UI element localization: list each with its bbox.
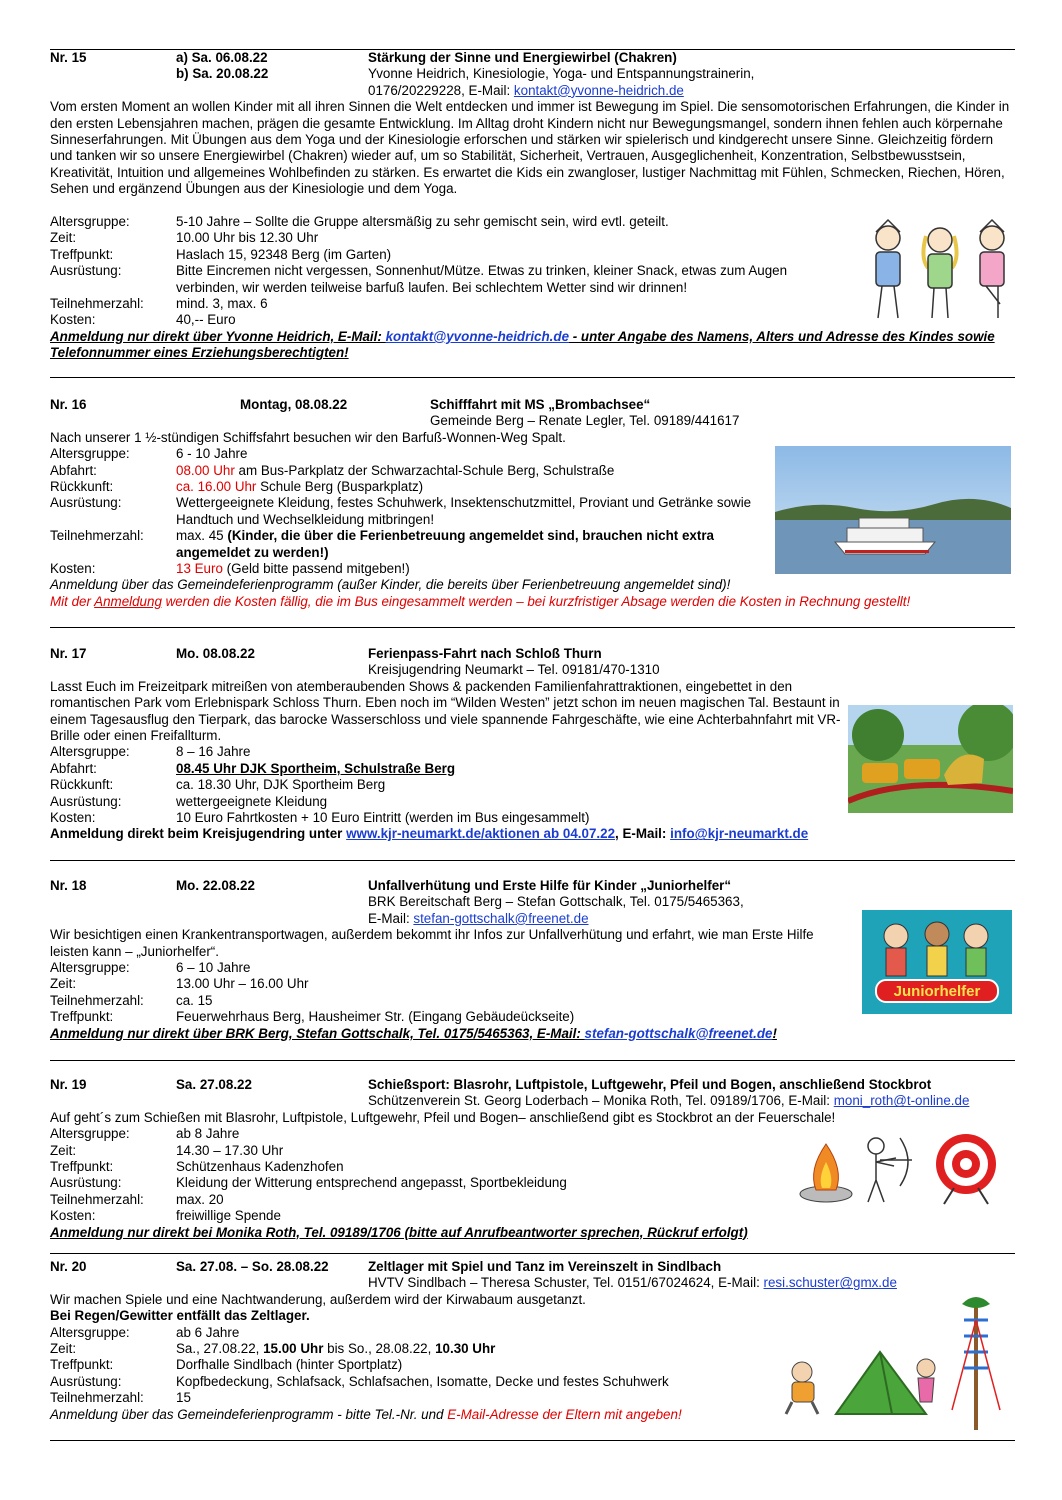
details-table bbox=[50, 744, 850, 826]
label-cost: Kosten: bbox=[50, 810, 96, 826]
entry-title: Schießsport: Blasrohr, Luftpistole, Luftgewehr, Pfeil und Bogen, anschließend Stockbrot bbox=[368, 1077, 932, 1092]
registration-note: Anmeldung nur direkt über BRK Berg, Stefan Gottschalk, Tel. 0175/5465363, E-Mail: stefan-gottschalk@freenet.de! bbox=[50, 1025, 777, 1041]
value-equipment: Wettergeeignete Kleidung, festes Schuhwerk, Insektenschutzmittel, Proviant und Getränke sowie Handtuch und Wechselkleidung mitbringen! bbox=[176, 495, 752, 527]
entry-date: Mo. 22.08.22 bbox=[176, 878, 255, 893]
value-time: 14.30 – 17.30 Uhr bbox=[176, 1142, 284, 1158]
registration-note: Anmeldung direkt beim Kreisjugendring unter www.kjr-neumarkt.de/aktionen ab 04.07.22, E-Mail: info@kjr-neumarkt.de bbox=[50, 826, 809, 842]
entry-description: Nach unserer 1 ½-stündigen Schiffsfahrt besuchen wir den Barfuß-Wonnen-Weg Spalt. bbox=[50, 429, 566, 445]
label-participants: Teilnehmerzahl: bbox=[50, 1191, 144, 1207]
label-cost: Kosten: bbox=[50, 312, 96, 328]
label-participants: Teilnehmerzahl: bbox=[50, 528, 144, 544]
entry-description: Lasst Euch im Freizeitpark mitreißen von atemberaubenden Shows & packenden Familienfahrattraktionen, eingebettet in den romantischen Park vom Erlebnispark Schloss Thurn. Eben noch im “Wilden Westen” jetzt schon im neuen magischen Tal. Bestaunt in einem Tagesausflug den Tierpark, das barocke Wasserschloss und viele spannende Fahrgeschäfte, wie eine Achterbahnfahrt mit VR-Brille oder einen Freifallturm. bbox=[50, 678, 841, 743]
label-equipment: Ausrüstung: bbox=[50, 1373, 122, 1389]
rule-after-16 bbox=[50, 627, 1015, 628]
entry-organizer: HVTV Sindlbach – Theresa Schuster, Tel. 0151/67024624, E-Mail: resi.schuster@gmx.de bbox=[368, 1275, 897, 1291]
registration-note: Anmeldung nur direkt bei Monika Roth, Tel. 09189/1706 (bitte auf Anrufbeantworter sprechen, Rückruf erfolgt) bbox=[50, 1224, 748, 1240]
value-departure: 08.45 Uhr DJK Sportheim, Schulstraße Berg bbox=[176, 760, 456, 776]
entry-contact: E-Mail: stefan-gottschalk@freenet.de bbox=[368, 910, 589, 926]
entry-date: Sa. 27.08. – So. 28.08.22 bbox=[176, 1259, 329, 1274]
boat-photo bbox=[775, 446, 1011, 574]
value-age: ab 8 Jahre bbox=[176, 1126, 240, 1142]
label-meet: Treffpunkt: bbox=[50, 1009, 114, 1025]
label-meet: Treffpunkt: bbox=[50, 1357, 114, 1373]
label-equipment: Ausrüstung: bbox=[50, 1175, 122, 1191]
entry-number: Nr. 20 bbox=[50, 1259, 87, 1274]
entry-description: Wir besichtigen einen Krankentransportwagen, außerdem bekommt ihr Infos zur Unfallverhütung und erfahrt, wie man Erste Hilfe leisten kann – „Juniorhelfer“. bbox=[50, 927, 814, 959]
entry-description: Wir machen Spiele und eine Nachtwanderung, außerdem wird der Kirwabaum ausgetanzt. bbox=[50, 1291, 586, 1307]
rollercoaster-photo bbox=[848, 705, 1013, 813]
value-return: ca. 16.00 Uhr Schule Berg (Busparkplatz) bbox=[176, 479, 424, 494]
value-participants: max. 45 (Kinder, die über die Ferienbetreuung angemeldet sind, brauchen nicht extra angemeldet zu werden!) bbox=[176, 528, 714, 560]
yoga-kids-illustration bbox=[862, 218, 1022, 326]
juniorhelfer-logo bbox=[862, 910, 1012, 1014]
entry-title: Schifffahrt mit MS „Brombachsee“ bbox=[430, 397, 651, 412]
label-departure: Abfahrt: bbox=[50, 760, 97, 776]
label-age: Altersgruppe: bbox=[50, 959, 130, 975]
entry-description: Auf geht´s zum Schießen mit Blasrohr, Luftpistole, Luftgewehr, Pfeil und Bogen– anschließend gibt es Stockbrot an der Feuerschale! bbox=[50, 1109, 836, 1125]
entry-organizer: Yvonne Heidrich, Kinesiologie, Yoga- und Entspannungstrainerin, bbox=[368, 66, 755, 82]
label-equipment: Ausrüstung: bbox=[50, 793, 122, 809]
entry-number: Nr. 16 bbox=[50, 397, 87, 412]
rule-after-15 bbox=[50, 377, 1015, 378]
label-age: Altersgruppe: bbox=[50, 1324, 130, 1340]
maypole-icon bbox=[952, 1297, 1000, 1430]
entry-date-b: b) Sa. 20.08.22 bbox=[176, 66, 269, 82]
entry-date: Montag, 08.08.22 bbox=[240, 397, 348, 412]
registration-email-link[interactable]: kontakt@yvonne-heidrich.de bbox=[385, 328, 570, 344]
registration-note: Anmeldung nur direkt über Yvonne Heidrich, E-Mail: kontakt@yvonne-heidrich.de - unter Angabe des Namens, Alters und Adresse des Kindes sowie Telefonnummer eines Erziehungsberechtigten! bbox=[50, 328, 995, 361]
value-participants: ca. 15 bbox=[176, 992, 213, 1008]
details-table bbox=[50, 1325, 750, 1407]
entry-contact bbox=[368, 83, 684, 99]
label-participants: Teilnehmerzahl: bbox=[50, 992, 144, 1008]
value-meet: Haslach 15, 92348 Berg (im Garten) bbox=[176, 246, 392, 262]
label-cost: Kosten: bbox=[50, 561, 96, 577]
rule-after-18 bbox=[50, 1060, 1015, 1061]
label-departure: Abfahrt: bbox=[50, 462, 97, 478]
value-meet: Schützenhaus Kadenzhofen bbox=[176, 1159, 344, 1174]
entry-organizer: BRK Bereitschaft Berg – Stefan Gottschalk, Tel. 0175/5465363, bbox=[368, 894, 744, 910]
details-table bbox=[50, 1126, 750, 1224]
label-cost: Kosten: bbox=[50, 1208, 96, 1224]
label-meet: Treffpunkt: bbox=[50, 1159, 114, 1174]
logo-text: Juniorhelfer bbox=[893, 983, 981, 1000]
registration-web-link[interactable]: www.kjr-neumarkt.de/aktionen ab 04.07.22 bbox=[346, 826, 616, 842]
entry-number: Nr. 15 bbox=[50, 50, 87, 65]
entry-number: Nr. 17 bbox=[50, 646, 87, 661]
email-link[interactable]: moni_roth@t-online.de bbox=[833, 1093, 970, 1109]
value-equipment: Bitte Eincremen nicht vergessen, Sonnenhut/Mütze. Etwas zu trinken, kleiner Snack, etwas zum Augen verbinden, wir werden teilweise barfuß laufen. Bei schlechtem Wetter sind wir drinnen! bbox=[176, 263, 788, 295]
label-equipment: Ausrüstung: bbox=[50, 495, 122, 511]
details-table bbox=[50, 960, 840, 1026]
rule-after-17 bbox=[50, 860, 1015, 861]
label-age: Altersgruppe: bbox=[50, 446, 130, 462]
contact-text: 0176/20229228, E-Mail: bbox=[368, 82, 514, 98]
label-age: Altersgruppe: bbox=[50, 214, 130, 229]
email-link[interactable]: stefan-gottschalk@freenet.de bbox=[413, 910, 589, 926]
value-equipment: Kopfbedeckung, Schlafsack, Schlafsachen, Isomatte, Decke und festes Schuhwerk bbox=[176, 1373, 669, 1389]
email-link[interactable]: resi.schuster@gmx.de bbox=[763, 1275, 897, 1291]
value-age: ab 6 Jahre bbox=[176, 1324, 240, 1340]
registration-note: Anmeldung über das Gemeindeferienprogramm (außer Kinder, die bereits über Ferienbetreuung angemeldet sind)! bbox=[50, 577, 731, 593]
label-age: Altersgruppe: bbox=[50, 1126, 130, 1142]
campfire-icon bbox=[800, 1144, 852, 1202]
cost-warning: Mit der Anmeldung werden die Kosten fällig, die im Bus eingesammelt werden – bei kurzfristiger Absage werden die Kosten in Rechnung gestellt! bbox=[50, 593, 911, 609]
label-participants: Teilnehmerzahl: bbox=[50, 1390, 144, 1406]
entry-date: Mo. 08.08.22 bbox=[176, 646, 255, 661]
child-icon bbox=[786, 1362, 818, 1414]
email-link[interactable]: kontakt@yvonne-heidrich.de bbox=[513, 82, 684, 98]
entry-title: Ferienpass-Fahrt nach Schloß Thurn bbox=[368, 646, 602, 661]
value-cost: freiwillige Spende bbox=[176, 1208, 281, 1224]
entry-title: Unfallverhütung und Erste Hilfe für Kinder „Juniorhelfer“ bbox=[368, 878, 732, 893]
entry-title: Stärkung der Sinne und Energiewirbel (Chakren) bbox=[368, 50, 677, 65]
entry-date: Sa. 27.08.22 bbox=[176, 1077, 252, 1092]
archer-icon bbox=[868, 1138, 912, 1202]
label-participants: Teilnehmerzahl: bbox=[50, 296, 144, 312]
value-meet: Feuerwehrhaus Berg, Hausheimer Str. (Eingang Gebäudeückseite) bbox=[176, 1009, 575, 1025]
value-departure: 08.00 Uhr am Bus-Parkplatz der Schwarzachtal-Schule Berg, Schulstraße bbox=[176, 462, 615, 478]
value-cost: 10 Euro Fahrtkosten + 10 Euro Eintritt (werden im Bus eingesammelt) bbox=[176, 810, 590, 826]
label-return: Rückkunft: bbox=[50, 777, 114, 793]
value-time: Sa., 27.08.22, 15.00 Uhr bis So., 28.08.22, 10.30 Uhr bbox=[176, 1341, 496, 1356]
label-meet: Treffpunkt: bbox=[50, 246, 114, 262]
entry-number: Nr. 19 bbox=[50, 1077, 87, 1092]
details-table bbox=[50, 214, 835, 329]
registration-note: Anmeldung über das Gemeindeferienprogramm - bitte Tel.-Nr. und E-Mail-Adresse der Eltern mit angeben! bbox=[50, 1406, 682, 1422]
details-table bbox=[50, 446, 768, 577]
value-cost: 13 Euro (Geld bitte passend mitgeben!) bbox=[176, 561, 410, 577]
value-participants: 15 bbox=[176, 1390, 191, 1406]
entry-date: a) Sa. 06.08.22 bbox=[176, 50, 268, 65]
value-equipment: wettergeeignete Kleidung bbox=[176, 793, 328, 809]
label-age: Altersgruppe: bbox=[50, 744, 130, 760]
label-time: Zeit: bbox=[50, 976, 77, 992]
value-cost: 40,-- Euro bbox=[176, 312, 236, 328]
value-time: 10.00 Uhr bis 12.30 Uhr bbox=[176, 230, 319, 246]
registration-email-link[interactable]: stefan-gottschalk@freenet.de bbox=[584, 1025, 773, 1041]
label-return: Rückkunft: bbox=[50, 479, 114, 494]
value-meet: Dorfhalle Sindlbach (hinter Sportplatz) bbox=[176, 1357, 403, 1373]
value-age: 6 - 10 Jahre bbox=[176, 446, 248, 462]
rule-bottom bbox=[50, 1440, 1015, 1441]
entry-title: Zeltlager mit Spiel und Tanz im Vereinszelt in Sindlbach bbox=[368, 1259, 722, 1274]
value-time: 13.00 Uhr – 16.00 Uhr bbox=[176, 976, 309, 992]
weather-note: Bei Regen/Gewitter entfällt das Zeltlager. bbox=[50, 1308, 310, 1324]
value-age: 8 – 16 Jahre bbox=[176, 744, 251, 760]
entry-number: Nr. 18 bbox=[50, 878, 87, 893]
camping-illustration bbox=[776, 1290, 1014, 1432]
entry-description: Vom ersten Moment an wollen Kinder mit all ihren Sinnen die Welt entdecken und immer ist Bewegung im Spiel. Die sensomotorischen Erfahrungen, die Kinder in den ersten Lebensjahren machen, prägen die gesamte Entwicklung. Im Alltag droht Kindern nicht nur Bewegungsmangel, sondern ihnen fehlen auch körpernahe Sinneserfahrungen. Mit Übungen aus dem Yoga und der Kinesiologie erforschen und stärken wir spielerisch und kindgerecht unsere Sinne. Gleichzeitig fördern und tanken wir so unsere Energiewirbel (Chakren) wieder auf, um so Stabilität, Sicherheit, Vertrauen, Ausgeglichenheit, Konzentration, Selbstbewusstsein, Kreativität, Intuition und allgemeines Wohlbefinden zu stärken. Es erwartet die Kids ein zwangloser, lustiger Nachmittag mit Fühlen, Schmecken, Riechen, Hören, Sehen und ergänzend Übungen aus der Kinesiologie und dem Yoga. bbox=[50, 99, 1010, 197]
target-icon bbox=[936, 1134, 996, 1204]
entry-organizer: Gemeinde Berg – Renate Legler, Tel. 09189/441617 bbox=[430, 413, 740, 429]
value-participants: max. 20 bbox=[176, 1191, 224, 1207]
label-time: Zeit: bbox=[50, 230, 77, 246]
label-equipment: Ausrüstung: bbox=[50, 263, 122, 279]
label-time: Zeit: bbox=[50, 1142, 77, 1158]
tent-icon bbox=[836, 1352, 935, 1414]
label-time: Zeit: bbox=[50, 1341, 77, 1356]
value-participants: mind. 3, max. 6 bbox=[176, 296, 268, 312]
rule-after-19 bbox=[50, 1253, 1015, 1254]
entry-organizer: Kreisjugendring Neumarkt – Tel. 09181/470-1310 bbox=[368, 662, 660, 678]
value-age: 5-10 Jahre – Sollte die Gruppe altersmäßig zu sehr gemischt sein, wird evtl. geteilt. bbox=[176, 214, 669, 229]
value-age: 6 – 10 Jahre bbox=[176, 959, 251, 975]
value-return: ca. 18.30 Uhr, DJK Sportheim Berg bbox=[176, 777, 386, 793]
shooting-illustration bbox=[796, 1130, 1008, 1206]
value-equipment: Kleidung der Witterung entsprechend angepasst, Sportbekleidung bbox=[176, 1175, 567, 1191]
entry-organizer: Schützenverein St. Georg Loderbach – Monika Roth, Tel. 09189/1706, E-Mail: moni_roth@t-online.de bbox=[368, 1093, 970, 1109]
registration-email-link[interactable]: info@kjr-neumarkt.de bbox=[670, 826, 809, 842]
